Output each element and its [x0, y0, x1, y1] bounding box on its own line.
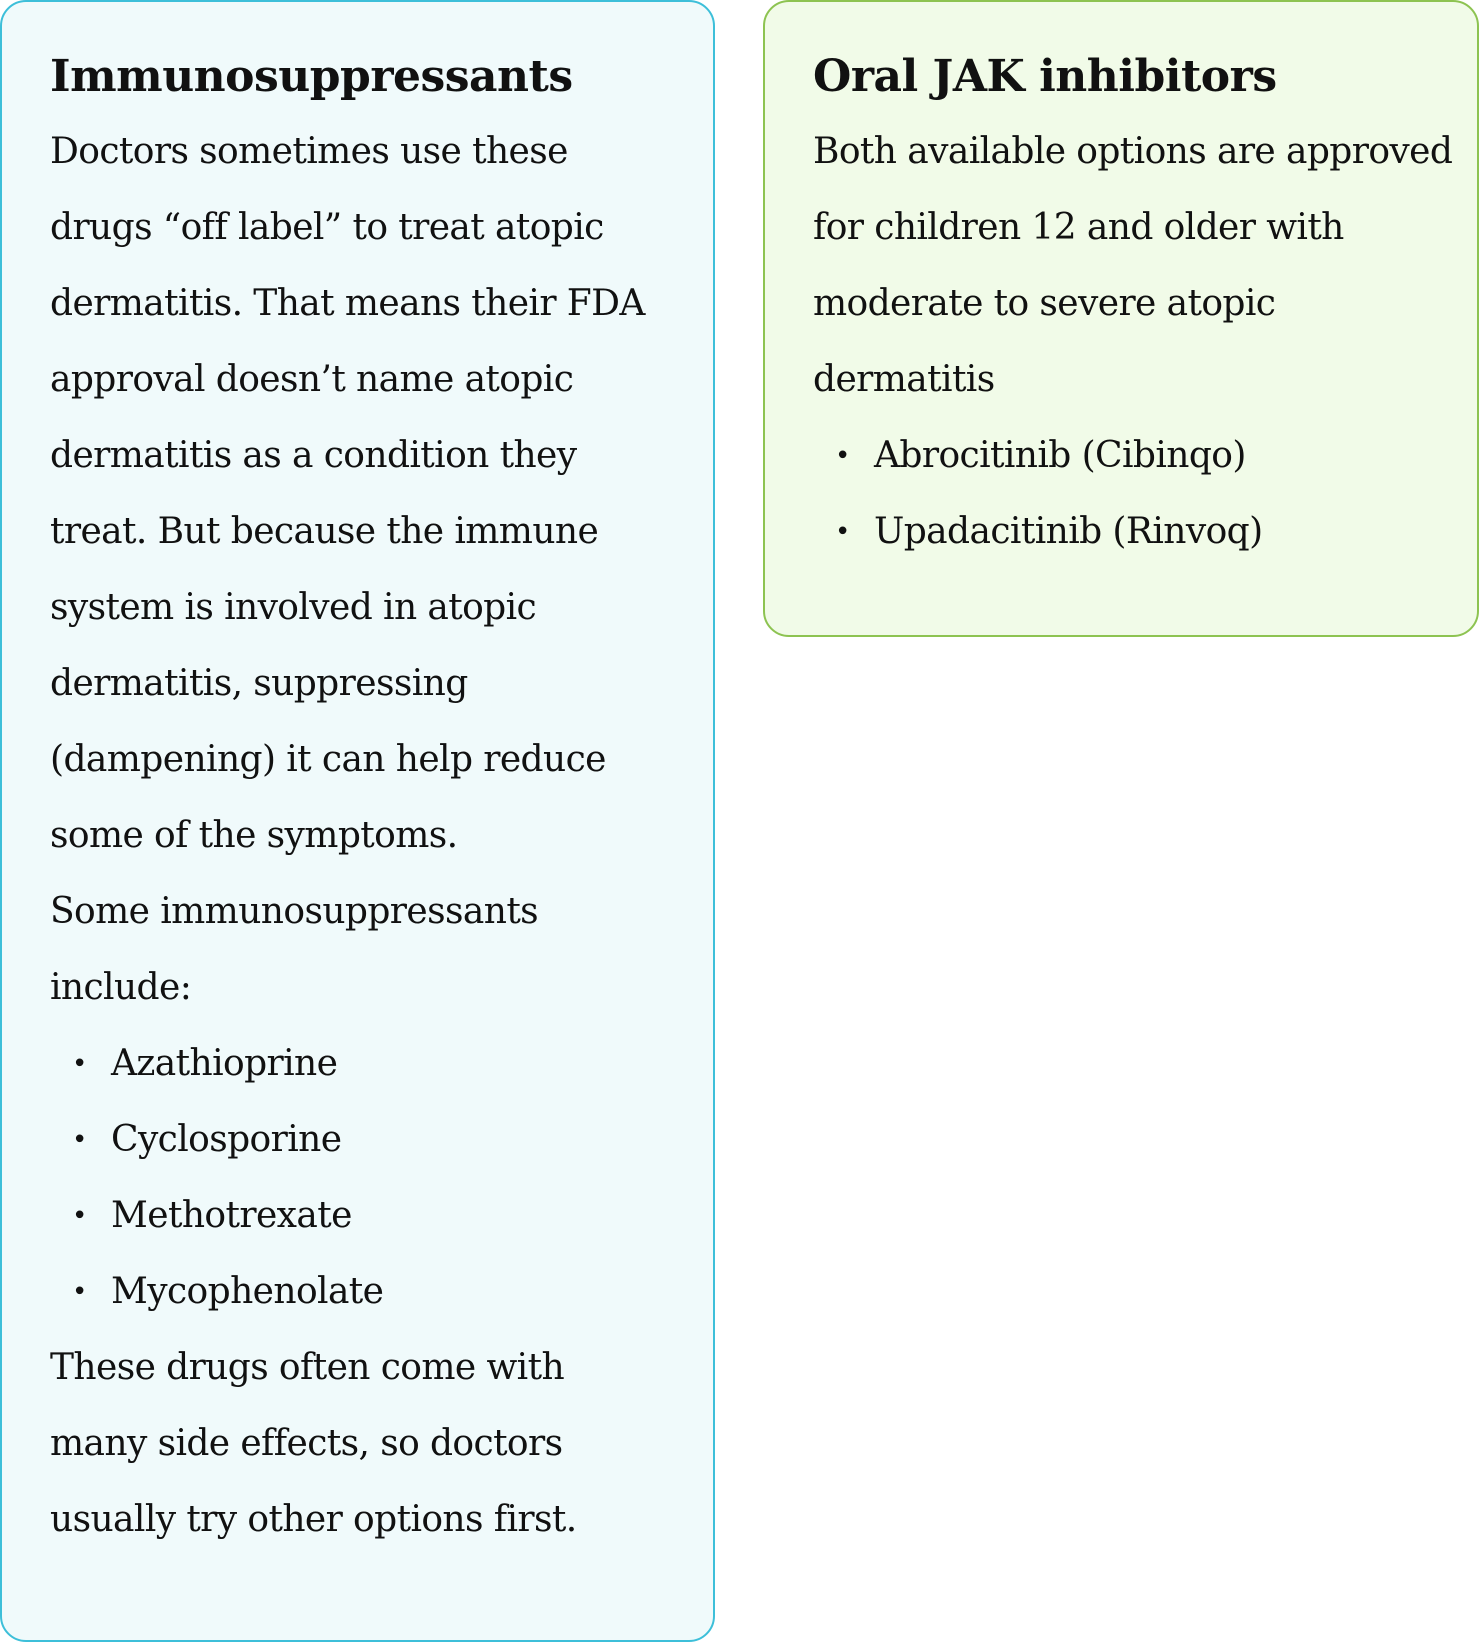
- immunosuppressant-list: [50, 1026, 683, 1330]
- list-item: [50, 1102, 683, 1178]
- list-item: [50, 1026, 683, 1102]
- bullet-icon: •: [72, 1201, 87, 1231]
- jak-inhibitor-list: [813, 418, 1447, 570]
- list-item-label: Upadacitinib (Rinvoq): [874, 511, 1263, 552]
- card-description: Both available options are approved for children 12 and older with moderate to severe atopic dermatitis: [813, 131, 1453, 400]
- card-title: Oral JAK inhibitors: [813, 51, 1277, 102]
- list-item-label: Abrocitinib (Cibinqo): [874, 435, 1246, 476]
- list-item: [50, 1178, 683, 1254]
- list-item-label: Azathioprine: [111, 1043, 338, 1084]
- bullet-icon: •: [835, 517, 850, 547]
- list-item: [50, 1254, 683, 1330]
- bullet-icon: •: [835, 441, 850, 471]
- bullet-icon: •: [72, 1125, 87, 1155]
- immunosuppressants-card: [0, 0, 715, 1642]
- card-list-intro: Some immunosuppressants include:: [50, 891, 539, 1008]
- list-item-label: Cyclosporine: [111, 1119, 342, 1160]
- card-title: Immunosuppressants: [50, 51, 573, 102]
- oral-jak-inhibitors-card: [763, 0, 1479, 637]
- bullet-icon: •: [72, 1277, 87, 1307]
- card-description: Doctors sometimes use these drugs “off label” to treat atopic dermatitis. That means their FDA approval doesn’t name atopic dermatitis as a condition they treat. But because the immune system is involved in atopic dermatitis, suppressing (dampening) it can help reduce some of the symptoms.: [50, 131, 645, 856]
- list-item-label: Mycophenolate: [111, 1271, 384, 1312]
- list-item: [813, 494, 1447, 570]
- list-item: [813, 418, 1447, 494]
- card-footnote: These drugs often come with many side effects, so doctors usually try other options first.: [50, 1347, 577, 1540]
- list-item-label: Methotrexate: [111, 1195, 352, 1236]
- bullet-icon: •: [72, 1049, 87, 1079]
